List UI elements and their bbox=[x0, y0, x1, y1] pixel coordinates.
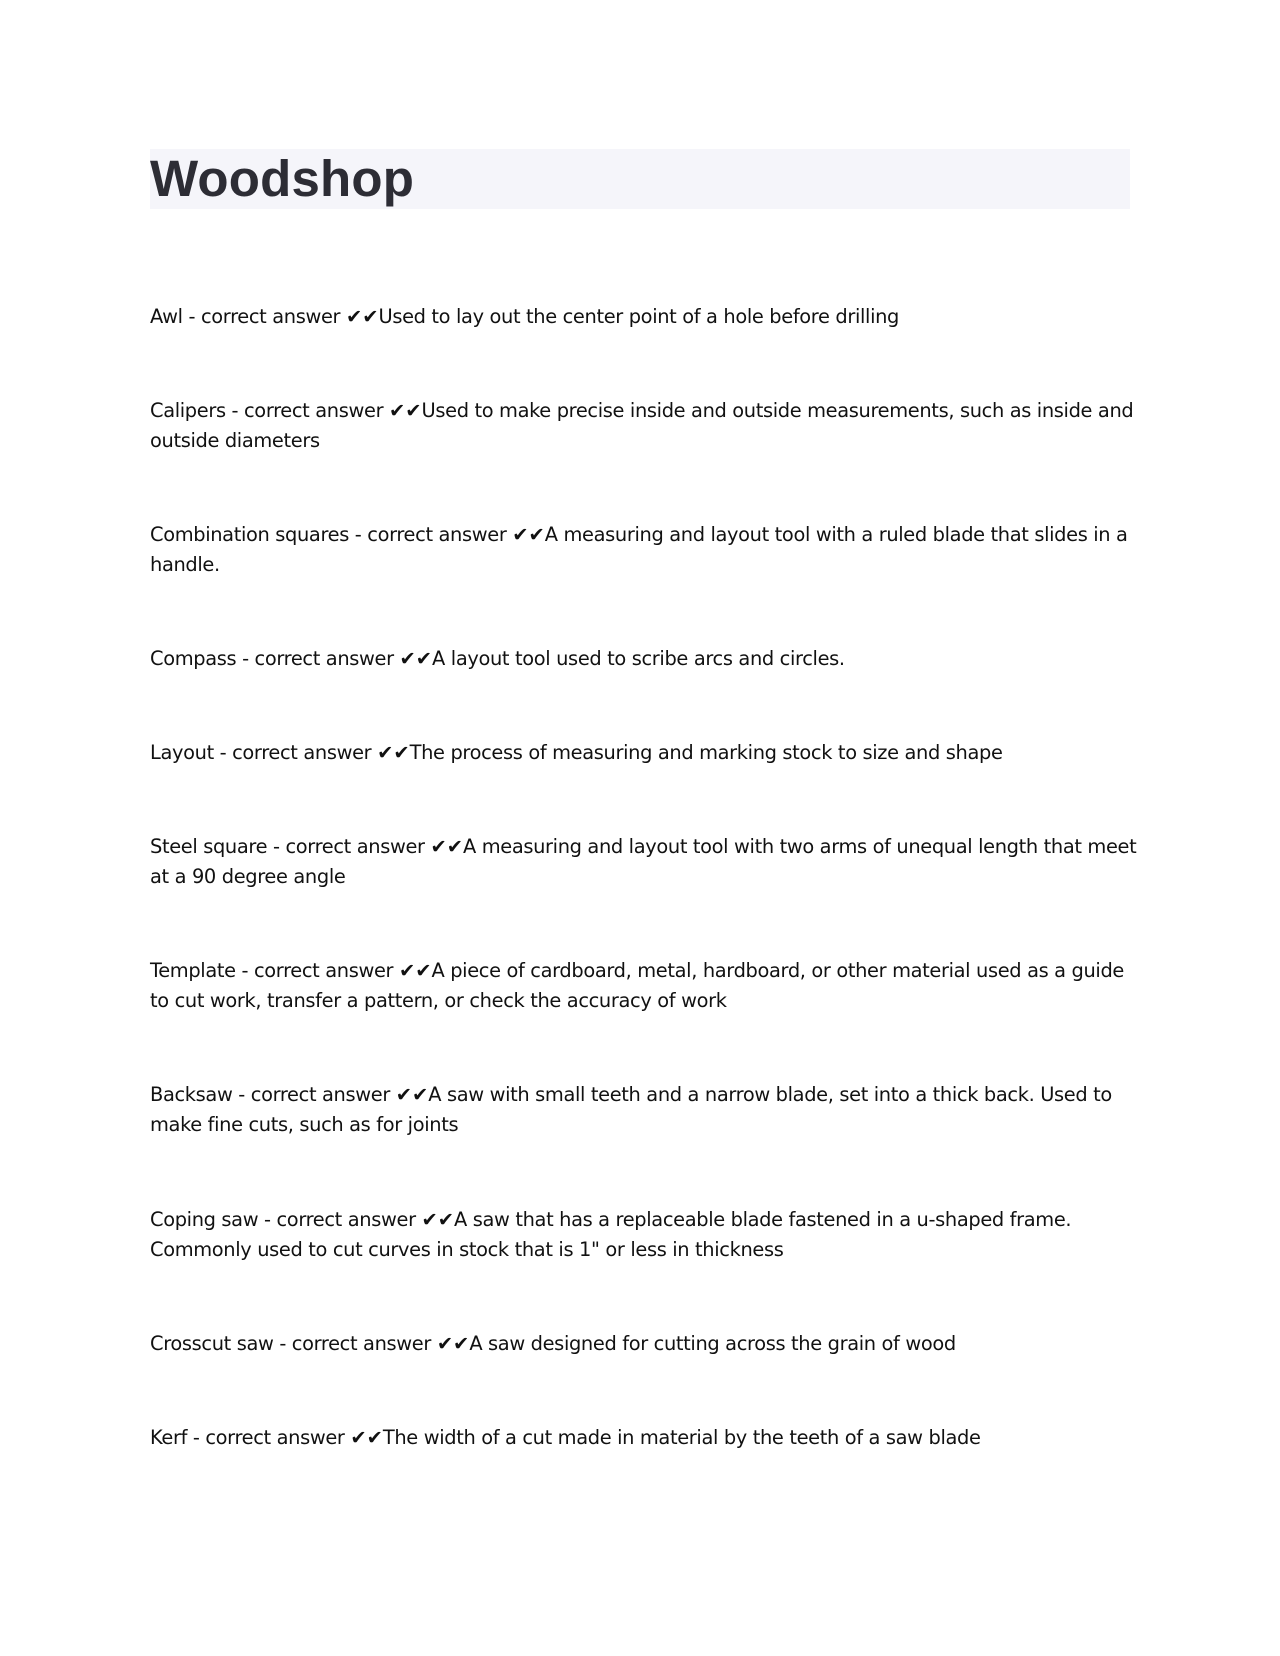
entry-definition: A layout tool used to scribe arcs and circles. bbox=[432, 647, 845, 670]
entry-definition: A piece of cardboard, metal, hardboard, or other material used as a guide to cut work, transfer a pattern, or check the accuracy of work bbox=[150, 959, 1124, 1012]
entry-definition: A saw with small teeth and a narrow blade, set into a thick back. Used to make fine cuts, such as for joints bbox=[150, 1083, 1112, 1136]
page-title: Woodshop bbox=[150, 150, 415, 207]
entry-term: Crosscut saw bbox=[150, 1332, 274, 1355]
entry-definition: The width of a cut made in material by the teeth of a saw blade bbox=[382, 1426, 981, 1449]
check-mark-icon: ✔✔ bbox=[399, 647, 433, 670]
entry-definition: A saw that has a replaceable blade fastened in a u-shaped frame. Commonly used to cut curves in stock that is 1" or less in thickness bbox=[150, 1208, 1072, 1261]
flashcard-entry bbox=[150, 520, 1140, 580]
entry-term: Kerf bbox=[150, 1426, 188, 1449]
entry-separator: - correct answer bbox=[273, 1332, 437, 1355]
entry-term: Backsaw bbox=[150, 1083, 233, 1106]
check-mark-icon: ✔✔ bbox=[512, 523, 545, 546]
entry-separator: - correct answer bbox=[182, 305, 346, 328]
entry-definition: A saw designed for cutting across the grain of wood bbox=[469, 1332, 956, 1355]
check-mark-icon: ✔✔ bbox=[430, 835, 463, 858]
entry-term: Calipers bbox=[150, 399, 226, 422]
entry-separator: - correct answer bbox=[348, 523, 513, 546]
entry-term: Compass bbox=[150, 647, 237, 670]
entry-term: Coping saw bbox=[150, 1208, 259, 1231]
check-mark-icon: ✔✔ bbox=[398, 959, 432, 982]
check-mark-icon: ✔✔ bbox=[345, 305, 379, 328]
flashcard-entry bbox=[150, 832, 1140, 892]
flashcard-entry bbox=[150, 1080, 1140, 1140]
entry-term: Steel square bbox=[150, 835, 268, 858]
flashcard-entry bbox=[150, 956, 1140, 1016]
entry-term: Awl bbox=[150, 305, 183, 328]
flashcard-entry bbox=[150, 302, 1140, 332]
flashcard-entry bbox=[150, 1205, 1140, 1265]
entry-separator: - correct answer bbox=[236, 647, 400, 670]
entry-separator: - correct answer bbox=[213, 741, 378, 764]
flashcard-entry bbox=[150, 738, 1140, 768]
flashcard-entry bbox=[150, 396, 1140, 456]
entry-separator: - correct answer bbox=[187, 1426, 351, 1449]
entry-definition: A measuring and layout tool with two arms of unequal length that meet at a 90 degree angle bbox=[150, 835, 1137, 888]
check-mark-icon: ✔✔ bbox=[395, 1083, 429, 1106]
check-mark-icon: ✔✔ bbox=[421, 1208, 455, 1231]
check-mark-icon: ✔✔ bbox=[350, 1426, 383, 1449]
entry-separator: - correct answer bbox=[232, 1083, 396, 1106]
entry-term: Template bbox=[150, 959, 236, 982]
check-mark-icon: ✔✔ bbox=[436, 1332, 470, 1355]
entry-definition: Used to lay out the center point of a hole before drilling bbox=[378, 305, 900, 328]
flashcard-entry bbox=[150, 1329, 1140, 1359]
flashcard-entry bbox=[150, 644, 1140, 674]
entry-separator: - correct answer bbox=[258, 1208, 422, 1231]
entry-definition: The process of measuring and marking stock to size and shape bbox=[409, 741, 1003, 764]
entry-separator: - correct answer bbox=[225, 399, 390, 422]
entry-term: Combination squares bbox=[150, 523, 349, 546]
flashcard-entry bbox=[150, 1423, 1140, 1453]
entry-separator: - correct answer bbox=[235, 959, 399, 982]
entry-definition: Used to make precise inside and outside measurements, such as inside and outside diameters bbox=[150, 399, 1134, 452]
entry-separator: - correct answer bbox=[267, 835, 431, 858]
check-mark-icon: ✔✔ bbox=[389, 399, 422, 422]
check-mark-icon: ✔✔ bbox=[377, 741, 410, 764]
entry-definition: A measuring and layout tool with a ruled blade that slides in a handle. bbox=[150, 523, 1128, 576]
entry-term: Layout bbox=[150, 741, 214, 764]
